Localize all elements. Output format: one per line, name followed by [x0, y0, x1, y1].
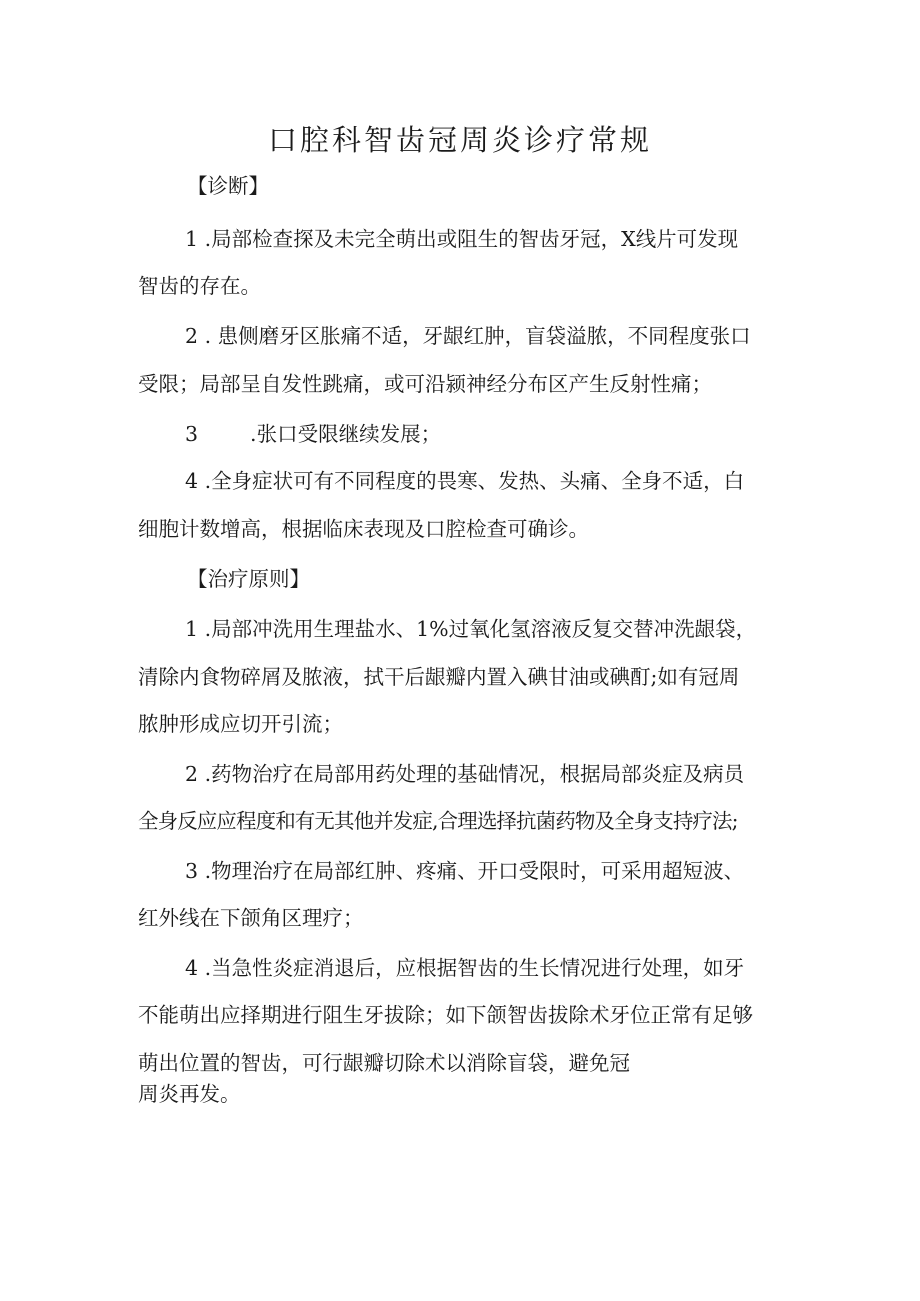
diagnosis-item-3-line-1	[185, 424, 441, 445]
treatment-item-3-number: 3	[185, 859, 199, 883]
treatment-item-4-line-4: 周炎再发。	[138, 1082, 241, 1106]
treatment-item-4-line-3: 萌出位置的智齿，可行龈瓣切除术以消除盲袋，避免冠	[138, 1051, 630, 1075]
treatment-item-1-line-3: 脓肿形成应切开引流；	[138, 712, 343, 736]
diagnosis-item-3-text-1: .张口受限继续发展；	[250, 422, 442, 446]
treatment-item-2-number: 2	[185, 762, 199, 786]
diagnosis-item-3-number: 3	[185, 422, 199, 446]
treatment-item-3-text-1: .物理治疗在局部红肿、疼痛、开口受限时，可采用超短波、	[204, 859, 745, 883]
diagnosis-item-1-number: 1	[185, 227, 199, 251]
diagnosis-item-2-line-1	[185, 326, 751, 347]
diagnosis-item-2-number: 2	[185, 324, 199, 348]
diagnosis-item-1-line-1	[185, 229, 738, 250]
diagnosis-item-4-number: 4	[185, 469, 199, 493]
treatment-item-2-line-2: 全身反应应程度和有无其他并发症,合理选择抗菌药物及全身支持疗法;	[138, 809, 738, 833]
diagnosis-item-2-line-2: 受限；局部呈自发性跳痛，或可沿颍神经分布区产生反射性痛；	[138, 372, 712, 396]
treatment-item-1-number: 1	[185, 617, 199, 641]
document-title: 口腔科智齿冠周炎诊疗常规	[267, 123, 652, 157]
treatment-item-3-line-1	[185, 861, 744, 882]
treatment-item-4-number: 4	[185, 956, 199, 980]
treatment-item-4-text-1: .当急性炎症消退后，应根据智齿的生长情况进行处理，如牙	[204, 956, 745, 980]
section-heading-treatment: 【治疗原则】	[187, 567, 310, 591]
treatment-item-1-line-1	[185, 619, 756, 640]
treatment-item-3-line-2: 红外线在下颌角区理疗；	[138, 906, 364, 930]
diagnosis-item-1-line-2: 智齿的存在。	[138, 274, 261, 298]
treatment-item-4-line-1	[185, 958, 744, 979]
section-heading-diagnosis: 【诊断】	[187, 174, 269, 198]
treatment-item-1-text-1: .局部冲洗用生理盐水、1%过氧化氢溶液反复交替冲洗龈袋，	[204, 617, 757, 641]
treatment-item-2-text-1: .药物治疗在局部用药处理的基础情况，根据局部炎症及病员	[204, 762, 745, 786]
treatment-item-1-line-2: 清除内食物碎屑及脓液，拭干后龈瓣内置入碘甘油或碘酊;如有冠周	[138, 665, 740, 689]
diagnosis-item-4-line-1	[185, 471, 744, 492]
diagnosis-item-4-text-1: .全身症状可有不同程度的畏寒、发热、头痛、全身不适，白	[204, 469, 745, 493]
treatment-item-4-line-2: 不能萌出应择期进行阻生牙拔除；如下颌智齿拔除术牙位正常有足够	[138, 1003, 753, 1027]
treatment-item-2-line-1	[185, 764, 744, 785]
diagnosis-item-2-text-1: . 患侧磨牙区胀痛不适，牙龈红肿，盲袋溢脓，不同程度张口	[204, 324, 751, 348]
diagnosis-item-1-text-1: .局部检查探及未完全萌出或阻生的智齿牙冠，X线片可发现	[204, 227, 739, 251]
diagnosis-item-4-line-2: 细胞计数增高，根据临床表现及口腔检查可确诊。	[138, 517, 589, 541]
